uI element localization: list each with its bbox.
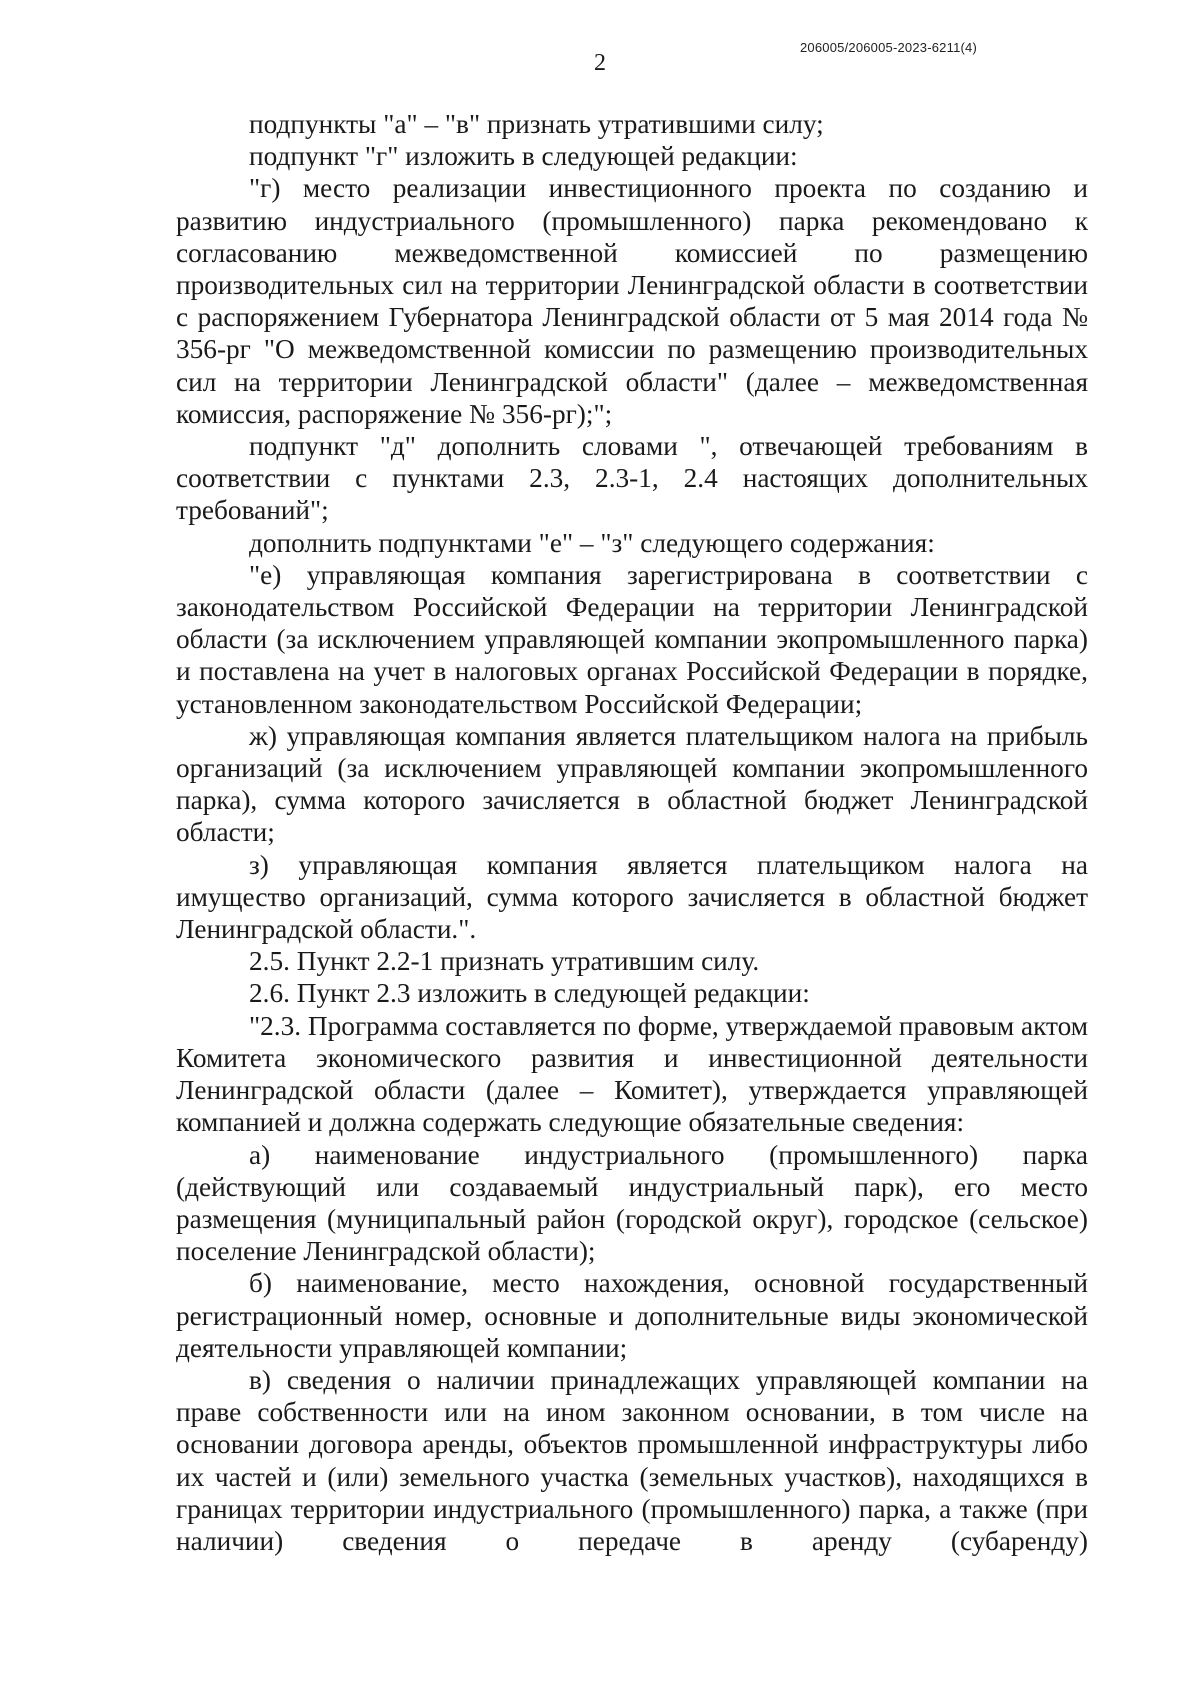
document-body — [176, 108, 1088, 1557]
paragraph: подпункт "д" дополнить словами ", отвечающей требованиям в соответствии с пунктами 2.3, 2.3-1, 2.4 настоящих дополнительных требований"; — [176, 431, 1088, 526]
paragraph: дополнить подпунктами "е" – "з" следующего содержания: — [249, 527, 935, 558]
paragraph: 2.6. Пункт 2.3 изложить в следующей редакции: — [249, 978, 810, 1009]
paragraph: а) наименование индустриального (промышленного) парка (действующий или создаваемый индустриальный парк), его место размещения (муниципальный район (городской округ), городское (сельское) поселение Ленинградской области); — [176, 1139, 1088, 1267]
paragraph: з) управляющая компания является плательщиком налога на имущество организаций, сумма которого зачисляется в областной бюджет Ленинградской области.". — [176, 849, 1088, 945]
paragraph: ж) управляющая компания является плательщиком налога на прибыль организаций (за исключением управляющей компании экопромышленного парка), сумма которого зачисляется в областной бюджет Ленинградской области; — [176, 720, 1088, 848]
page-number: 2 — [594, 50, 606, 76]
paragraph: в) сведения о наличии принадлежащих управляющей компании на праве собственности или на ином законном основании, в том числе на основании договора аренды, объектов промышленной инфраструктуры либо их частей и (или) земельного участка (земельных участков), находящихся в границах территории индустриального (промышленного) парка, а также (при наличии) сведения о передаче в аренду (субаренду) — [176, 1364, 1088, 1556]
paragraph: "е) управляющая компания зарегистрирована в соответствии с законодательством Российской Федерации на территории Ленинградской области (за исключением управляющей компании экопромышленного парка) и поставлена на учет в налоговых органах Российской Федерации в порядке, установленном законодательством Российской Федерации; — [176, 559, 1088, 719]
document-id: 206005/206005-2023-6211(4) — [800, 40, 977, 55]
paragraph: "г) место реализации инвестиционного проекта по созданию и развитию индустриального (промышленного) парка рекомендовано к согласованию межведомственной комиссией по размещению производительных сил на территории Ленинградской области в соответствии с распоряжением Губернатора Ленинградской области от 5 мая 2014 года № 356-рг "О межведомственной комиссии по размещению производительных сил на территории Ленинградской области" (далее – межведомственная комиссия, распоряжение № 356-рг);"; — [176, 173, 1088, 429]
paragraph: 2.5. Пункт 2.2-1 признать утратившим силу. — [249, 946, 760, 977]
paragraph: подпункты "а" – "в" признать утратившими силу; — [249, 109, 824, 139]
paragraph: б) наименование, место нахождения, основной государственный регистрационный номер, основные и дополнительные виды экономической деятельности управляющей компании; — [176, 1268, 1088, 1363]
paragraph: подпункт "г" изложить в следующей редакции: — [249, 141, 798, 172]
paragraph: "2.3. Программа составляется по форме, утверждаемой правовым актом Комитета экономического развития и инвестиционной деятельности Ленинградской области (далее – Комитет), утверждается управляющей компанией и должна содержать следующие обязательные сведения: — [176, 1010, 1088, 1138]
